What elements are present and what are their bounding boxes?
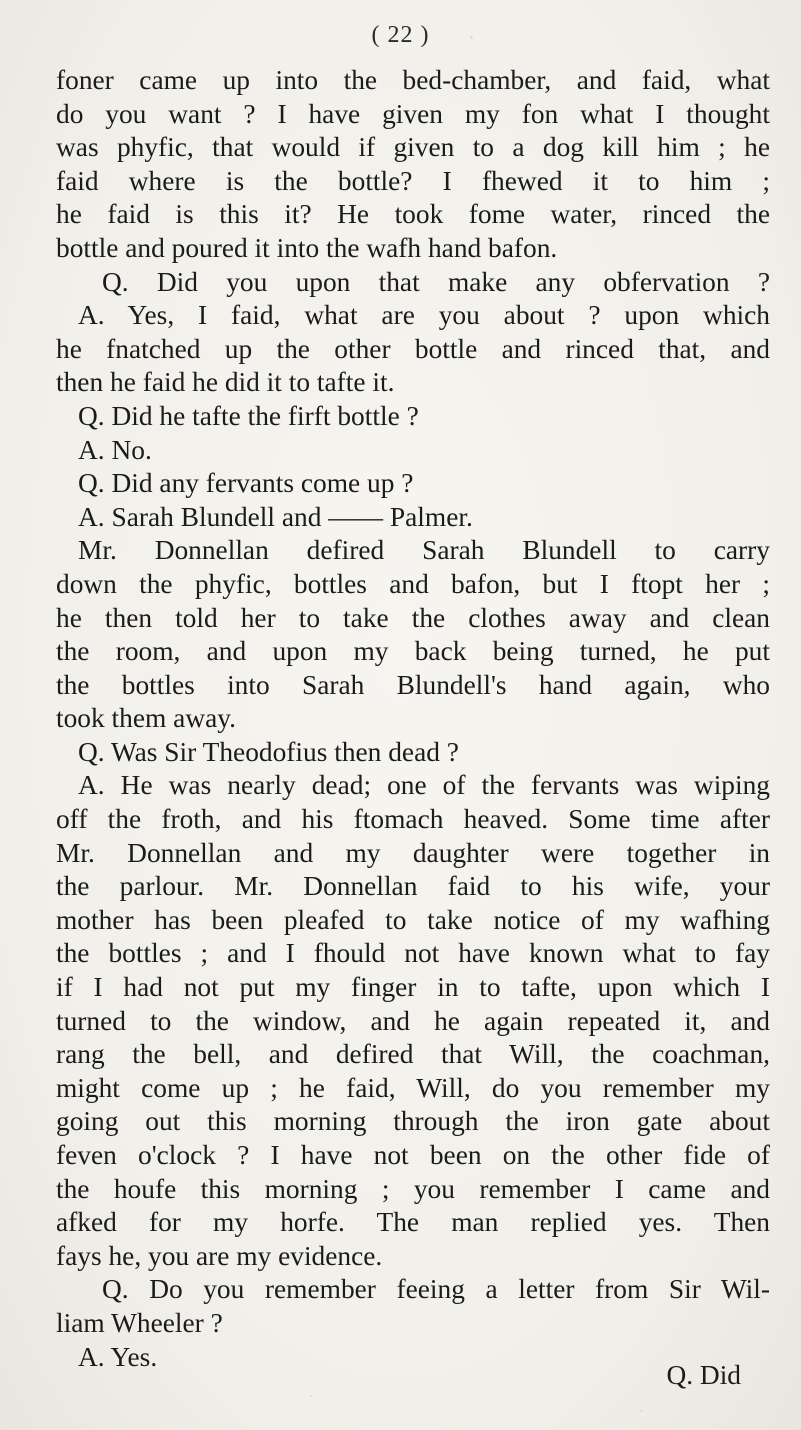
text-line: might come up ; he faid, Will, do you remember my: [56, 1072, 770, 1103]
body-text: [56, 64, 770, 1374]
page-number: ( 22 ): [371, 22, 430, 48]
text-line: the bottles ; and I fhould not have known what to fay: [56, 938, 770, 969]
text-line: he fnatched up the other bottle and rinced that, and: [56, 333, 770, 364]
text-line: going out this morning through the iron gate about: [56, 1106, 770, 1137]
text-line: rang the bell, and defired that Will, the coachman,: [56, 1039, 770, 1070]
text-line: Mr. Donnellan defired Sarah Blundell to carry: [78, 535, 770, 566]
text-line: A. Yes, I faid, what are you about ? upon which: [78, 300, 770, 331]
text-line: Q. Do you remember feeing a letter from Sir Wil-: [102, 1274, 770, 1305]
text-line: A. Sarah Blundell and —— Palmer.: [78, 501, 473, 532]
text-line: Mr. Donnellan and my daughter were together in: [56, 837, 770, 868]
text-line: turned to the window, and he again repeated it, and: [56, 1005, 770, 1036]
text-line: afked for my horfe. The man replied yes. Then: [56, 1207, 770, 1238]
text-line: he then told her to take the clothes away and clean: [56, 602, 770, 633]
text-line: A. Yes.: [78, 1341, 158, 1372]
text-line: the parlour. Mr. Donnellan faid to his wife, your: [56, 871, 770, 902]
text-line: A. He was nearly dead; one of the fervants was wiping: [78, 770, 770, 801]
text-line: fays he, you are my evidence.: [56, 1240, 383, 1271]
text-line: if I had not put my finger in to tafte, upon which I: [56, 972, 770, 1003]
text-line: Q. Did you upon that make any obfervation ?: [102, 266, 770, 297]
text-line: Q. Did any fervants come up ?: [78, 468, 414, 499]
text-line: down the phyfic, bottles and bafon, but I ftopt her ;: [56, 568, 770, 599]
catchword: Q. Did: [666, 1360, 741, 1390]
text-line: Q. Did he tafte the firft bottle ?: [78, 400, 419, 431]
text-line: the bottles into Sarah Blundell's hand again, who: [56, 669, 770, 700]
text-line: the room, and upon my back being turned, he put: [56, 636, 770, 667]
text-line: off the froth, and his ftomach heaved. Some time after: [56, 804, 770, 835]
text-line: then he faid he did it to tafte it.: [56, 367, 395, 398]
text-line: Q. Was Sir Theodofius then dead ?: [78, 736, 459, 767]
text-line: took them away.: [56, 703, 237, 734]
text-line: was phyfic, that would if given to a dog kill him ; he: [56, 132, 770, 163]
text-line: he faid is this it? He took fome water, rinced the: [56, 199, 770, 230]
text-line: foner came up into the bed-chamber, and faid, what: [56, 65, 770, 95]
text-line: the houfe this morning ; you remember I came and: [56, 1173, 770, 1204]
text-line: liam Wheeler ?: [56, 1307, 223, 1338]
text-line: faid where is the bottle? I fhewed it to him ;: [56, 165, 770, 196]
text-line: feven o'clock ? I have not been on the other fide of: [56, 1140, 770, 1170]
text-line: A. No.: [78, 434, 152, 465]
text-line: bottle and poured it into the wafh hand bafon.: [56, 232, 558, 263]
text-line: mother has been pleafed to take notice of my wafhing: [56, 904, 770, 935]
text-line: do you want ? I have given my fon what I thought: [56, 98, 770, 129]
